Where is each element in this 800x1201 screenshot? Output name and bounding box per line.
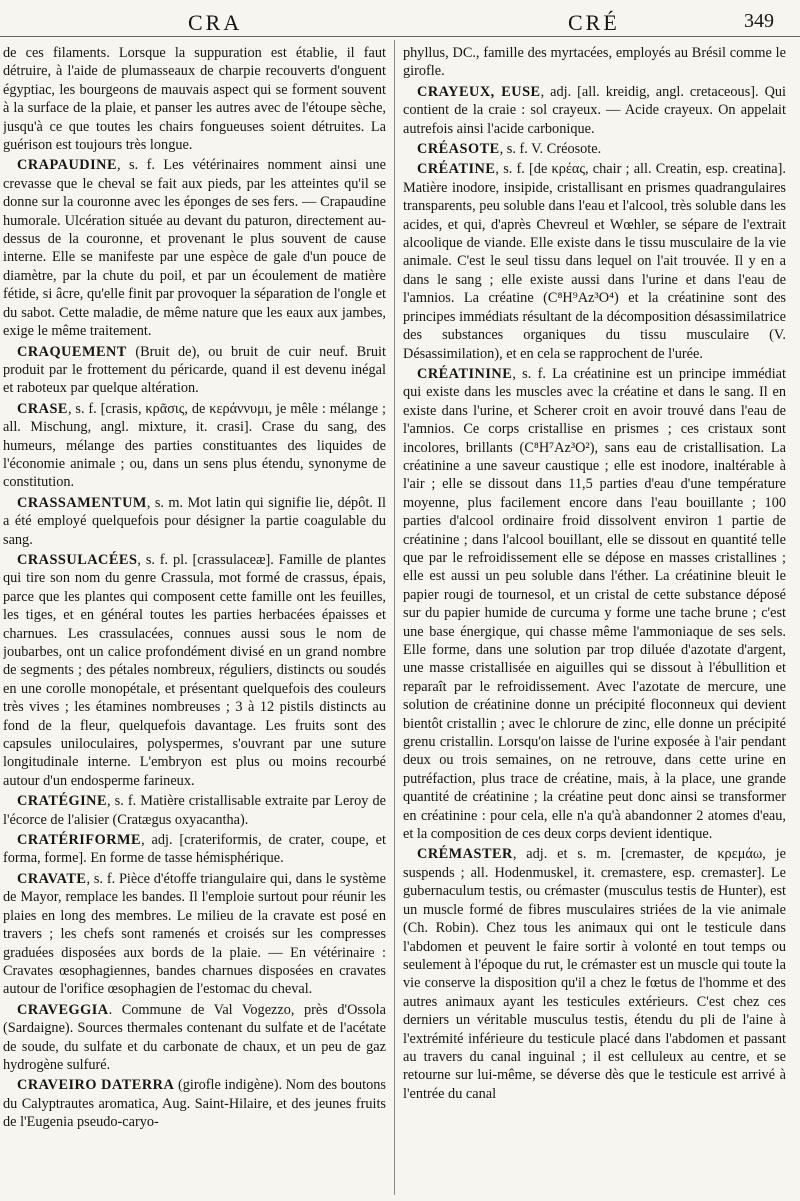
entry-text: , s. f. Les vétérinaires nomment ainsi une crevasse que le cheval se fait aux pieds, par les atteintes qu'il se donne sur la couronne avec les éponges de ses fers. — Crapaudine humorale. Ulcération située au devant du paturon, directement au-dessus de la couronne, et provenant le plus souvent de cause interne. Elle se manifeste par une espèce de gale d'un pouce de diamètre, par la chute du poil, et par un écoulement de matière fétide, si âcre, qu'elle finit par provoquer la séparation de l'ongle et du sabot. Cette maladie, de même nature que les eaux aux jambes, exige le même traitement. xyxy=(3,157,386,340)
headword: CRAVEGGIA xyxy=(17,1001,109,1018)
entry-cremaster xyxy=(403,845,786,1103)
continued-paragraph xyxy=(3,44,386,154)
entry-craveiro xyxy=(3,1076,386,1131)
entry-crassulacees xyxy=(3,551,386,790)
entry-creasote xyxy=(403,140,786,158)
entry-text: , s. f. Pièce d'étoffe triangulaire qui, dans le système de Mayor, remplace les bandes. Il l'emploie surtout pour réunir les plaies en long des membres. Le milieu de la cravate est posé en travers ; les chefs sont ramenés et croisés sur les compresses graduées disposées aux bords de la plaie. — En vétérinaire : Cravates œsophagiennes, bandes charnues disposées en cravates autour de l'orifice œsophagien de l'estomac du cheval. xyxy=(3,870,386,998)
entry-text: , s. f. Matière cristallisable extraite par Leroy de l'écorce de l'alisier (Cratægus oxyacantha). xyxy=(3,793,386,828)
entry-craveggia xyxy=(3,1001,386,1075)
entry-text: , s. f. pl. [crassulaceæ]. Famille de plantes qui tire son nom du genre Crassula, mot formé de crassus, épais, parce que les plantes qui composent cette famille ont les feuilles, les tiges, et en général toutes les parties herbacées épaisses et charnues. Les crassulacées, connues aussi sous le nom de joubarbes, ont un calice profondément divisé en un grand nombre de segments ; des pétales nombreux, réguliers, distincts ou soudés en une corolle monopétale, et présentant quelquefois des couleurs très vives ; les étamines nombreuses ; 3 à 12 pistils distincts au fond de la fleur, quelquefois davantage. Les fruits sont des capsules uniloculaires, polyspermes, s'ouvrant par une suture longitudinale interne. L'embryon est plus ou moins recourbé autour d'un endosperme farineux. xyxy=(3,551,386,789)
entry-craquement xyxy=(3,343,386,398)
headword: CRAQUEMENT xyxy=(17,343,127,360)
entry-cravate xyxy=(3,870,386,999)
entry-crateriforme xyxy=(3,831,386,868)
entry-text: , adj. [crateriformis, de crater, coupe, et forma, forme]. En forme de tasse hémisphérique. xyxy=(3,832,386,867)
entry-text: . Commune de Val Vogezzo, près d'Ossola (Sardaigne). Sources thermales contenant du sulfate et de l'acétate de soude, du sulfate et du carbonate de chaux, et un peu de gaz hydrogène sulfuré. xyxy=(3,1001,386,1073)
entry-crase xyxy=(3,400,386,492)
entry-text: , adj. et s. m. [cremaster, de κρεμάω, je suspends ; all. Hodenmuskel, it. cremastere, esp. cremaster]. Le gubernaculum testis, ou crémaster (musculus testis de Hunter), est un muscle formé de fibres musculaires striées de la vie animale (Ch. Robin). Chez tous les animaux qui ont le testicule dans l'abdomen et peuvent le faire sortir à volonté en tout temps ou seulement à l'époque du rut, le crémaster est un muscle qui toute la vie conserve la disposition qu'il a chez le fœtus de l'homme et des autres animaux ayant les testicules extérieurs. C'est chez ces derniers un véritable musculus testis, étendu du pli de l'aine à l'extrémité inférieure du testicule placé dans l'abdomen et passant au travers du canal inguinal ; il est celluleux au centre, et se retourne sur lui-même, se déverse dès que le testicule est arrivé à l'entrée du canal xyxy=(403,846,786,1102)
headword: CRATÉGINE xyxy=(17,793,108,810)
entry-text: , s. f. [crasis, κρᾶσις, de κεράννυμι, je mêle : mélange ; all. Mischung, angl. mixture, it. crasi]. Crase du sang, des humeurs, mélange des parties constituantes des liquides de l'économie animale ; ou, dans un sens plus étendu, synonyme de constitution. xyxy=(3,400,386,491)
right-column xyxy=(403,44,786,1197)
entry-creatinine xyxy=(403,365,786,844)
entry-text: , s. m. Mot latin qui signifie lie, dépôt. Il a été employé quelquefois pour désigner la partie coagulable du sang. xyxy=(3,494,386,548)
entry-crassamentum xyxy=(3,494,386,549)
entry-crategine xyxy=(3,792,386,829)
headword: CRAVATE xyxy=(17,870,87,887)
entry-text: , s. f. V. Créosote. xyxy=(499,141,602,158)
entry-text: (Bruit de), ou bruit de cuir neuf. Bruit produit par le frottement du péricarde, quand il est devenu inégal et raboteux par quelque altération. xyxy=(3,343,386,397)
headword: CRAPAUDINE xyxy=(17,157,118,174)
headword: CRÉMASTER xyxy=(417,846,513,863)
entry-crapaudine xyxy=(3,156,386,340)
header-rule xyxy=(0,36,800,37)
running-head-right: CRÉ xyxy=(568,10,620,35)
headword: CRÉATININE xyxy=(417,365,513,382)
running-head-left: CRA xyxy=(188,10,243,35)
headword: CRASE xyxy=(17,400,68,417)
page-number: 349 xyxy=(744,10,774,32)
entry-creatine xyxy=(403,160,786,362)
entry-text: (girofle indigène). Nom des boutons du Calyptrautes aromatica, Aug. Saint-Hilaire, et des jeunes fruits de l'Eugenia pseudo-caryo- xyxy=(3,1077,386,1131)
headword: CRÉASOTE xyxy=(417,141,500,158)
entry-text: , s. f. [de κρέας, chair ; all. Creatin, esp. creatina]. Matière inodore, insipide, cristallisant en prismes quadrangulaires transparents, peu soluble dans l'eau et l'alcool, très soluble dans les acides, et qui, d'après Chevreul et Wœhler, se sépare de l'extrait alcoolique de viande. Elle existe dans le tissu musculaire de la vie animale. C'est le seul tissu dans lequel on l'ait trouvée. Il y en a dans le sang ; elle existe aussi dans l'urine et dans l'eau de l'amnios. La créatine (C⁸H⁹Az³O⁴) et la créatinine sont des principes immédiats résultant de la décomposition désassimilatrice des substances organiques du tissu musculaire (V. Désassimilation), et en cela se rapprochent de l'urée. xyxy=(403,161,786,362)
left-column xyxy=(3,44,386,1197)
headword: CRÉATINE xyxy=(417,161,496,178)
headword: CRATÉRIFORME xyxy=(17,832,142,849)
entry-crayeux xyxy=(403,83,786,138)
entry-text: , s. f. La créatinine est un principe immédiat qui existe dans les muscles avec la créatine et dans le sang. Il en existe dans l'urine, et Scherer croit en avoir trouvé dans l'eau de l'amnios. Ce corps cristallise en prismes ; ces cristaux sont incolores, brillants (C⁸H⁷Az³O²), sans eau de cristallisation. La créatinine a une saveur caustique ; elle est inodore, inaltérable à l'air ; elle se dissout dans 11,5 parties d'eau d'une température moyenne, plus facilement encore dans l'eau bouillante ; 100 parties d'alcool ordinaire froid dissolvent environ 1 partie de créatinine ; dans l'alcool bouillant, elle se dissout en quantité telle que par le refroidissement elle se dépose en masses cristallines ; elle est aussi un peu soluble dans l'éther. La créatinine bleuit le papier rougi de tournesol, et un cristal de cette substance déposé sur du papier humide de curcuma y forme une tache brune ; c'est une base énergique, qui chasse même l'ammoniaque de ses sels. Elle forme, dans une solution par trop diluée d'azotate d'argent, une masse cristallisée en aiguilles qui se dissout à l'ébullition et reparaît par le refroidissement. Avec l'azotate de mercure, une solution de créatinine donne un précipité floconneux qui devient bientôt cristallin ; avec le chlorure de zinc, elle donne un précipité grenu cristallin. Lorsqu'on laisse de l'urine exposée à l'air pendant deux ou trois semaines, on ne retrouve, dans cette urine en putréfaction, plus trace de créatine, mais, à la place, une grande quantité de créatinine ; la créatine peut donc ainsi se transformer en créatinine : pour cela, elle n'a qu'à abandonner 2 atomes d'eau, et la composition de ces deux corps devient identique. xyxy=(403,365,786,843)
entry-text: phyllus, DC., famille des myrtacées, employés au Brésil comme le girofle. xyxy=(403,45,786,80)
entry-text: de ces filaments. Lorsque la suppuration est établie, il faut détruire, à l'aide de plumasseaux de charpie recouverts d'onguent égyptiac, les bourgeons de mauvais aspect qui se forment souvent à la surface de la plaie, et panser les autres avec de l'étoupe sèche, jusqu'à ce que toutes les chairs fongueuses soient détruites. La guérison est toujours très longue. xyxy=(3,45,386,154)
headword: CRAYEUX, EUSE xyxy=(417,83,541,100)
headword: CRASSAMENTUM xyxy=(17,494,147,511)
headword: CRASSULACÉES xyxy=(17,551,138,568)
continued-paragraph xyxy=(403,44,786,81)
entry-text: , adj. [all. kreidig, angl. cretaceous]. Qui contient de la craie : sol crayeux. — Acide crayeux. On appelait autrefois ainsi l'acide carbonique. xyxy=(403,83,786,137)
headword: CRAVEIRO DATERRA xyxy=(17,1077,175,1094)
column-divider xyxy=(394,40,395,1195)
